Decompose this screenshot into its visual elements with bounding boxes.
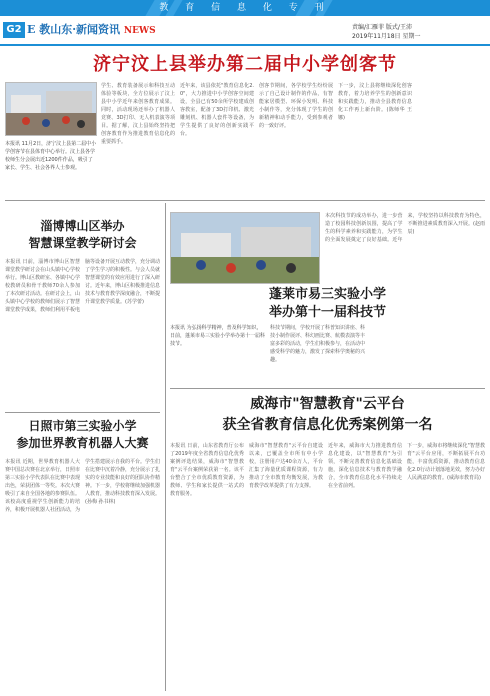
divider: [170, 388, 485, 389]
lead-col-5: 下一步，汶上县将继续深化创客教育，着力培养学生的创新意识和实践能力，推动全县教育信息化工作再上新台阶。(陈师华 王娜): [338, 83, 412, 121]
lead-photo: [5, 82, 97, 136]
lead-col-6: [417, 82, 485, 196]
header-rule: [0, 44, 490, 46]
paper-name-en: NEWS: [123, 26, 156, 36]
penglai-col-2: 科技节期间，学校开展了科普知识讲座、科技小制作展评、科幻画比赛、航模表演等丰富多彩的活动，学生们积极参与，在活动中感受科学的魅力，激发了探索科学奥秘的兴趣。: [270, 325, 365, 363]
rizhao-headline: 日照市第三实验小学 参加世界教育机器人大赛: [16, 419, 149, 450]
rizhao-body: 本报讯 近期，世界教育机器人大赛中国总决赛在北京举行，日照市第三实验小学代表队在比赛中表现出色，荣获团体一等奖。本次大赛吸引了来自全国各地的参赛队伍。该校高度重视学生创新能力的培养，积极开展机器人社团活动，为学生搭建展示自我的平台。学生们在比赛中沉着冷静，充分展示了扎实的专业技能和良好的团队协作精神。下一步，学校将继续加强机器人教育，推动科技教育深入发展。(孙梅 孙书林): [5, 459, 160, 513]
lead-col-4: 创客节期间，各学校学生纷纷展示了自己设计制作的作品，有智能家居模型、环保小发明、科技小制作等，充分体现了学生的创新精神和动手能力，受到参观者的一致好评。: [259, 83, 333, 129]
weihai-col-2: 威海市"智慧教育"云平台自建设以来，已覆盖全市所有中小学校，注册用户达40余万人，平台汇集了海量优质课程资源，有力推动了全市教育均衡发展，为教育教学改革提供了有力支撑。: [249, 443, 323, 489]
page-header: [0, 18, 490, 46]
weihai-col-4: 下一步，威海市将继续深化"智慧教育"云平台应用，不断拓展平台功能，丰富优质资源，推动教育信息化2.0行动计划落地见效，努力办好人民满意的教育。(威海市教育局): [407, 443, 485, 481]
section-banner: [0, 0, 490, 16]
divider: [5, 200, 485, 201]
divider: [5, 412, 160, 413]
penglai-headline: 蓬莱市易三实验小学 举办第十一届科技节: [268, 287, 386, 320]
date-line: 2019年11月18日 星期一: [352, 33, 421, 40]
divider: [165, 203, 166, 691]
editor-line: 责编/汇雁菲 版式/王沛: [352, 24, 412, 31]
lead-photo-caption: 本报讯 11月2日，济宁汶上县第二届中小学创客节在县体育中心举行。汶上县各学校师生分会展出近1200件作品，吸引了家长、学生、社会各界人士参观。: [5, 141, 97, 171]
lead-col-3: 近年来，该县依托"教育信息化2.0"，大力推进中小学创客空间建设，全县已有50余所学校建成创客教室，配备了3D打印机、激光雕刻机、机器人套件等设备，为学生提供了良好的创新实践平台。: [180, 83, 254, 137]
weihai-col-1: 本报讯 日前，山东省教育厅公布了2019年度全省教育信息化优秀案例评选结果，威海市"智慧教育"云平台案例荣获第一名。该平台整合了全市优质教育资源，为教师、学生和家长提供一站式的教育服务。: [170, 443, 244, 497]
zibo-headline: 淄博博山区举办 智慧课堂教学研讨会: [28, 219, 137, 250]
lead-col-2: 学生、教育装备展示和科技互动体验等板块，全方位展示了汶上县中小学近年来创客教育成果。同时，活动现场还举办了机器人竞赛、3D打印、无人机表演等项目。据了解，汶上县始终坚持把创客教育作为推进教育信息化的重要抓手。: [101, 83, 175, 145]
weihai-col-3: 近年来，威海市大力推进教育信息化建设，以"智慧教育"为引领，不断完善教育信息化基础设施，深化信息技术与教育教学融合，全市教育信息化水平持续走在全省前列。: [328, 443, 402, 489]
lead-headline: 济宁汶上县举办第二届中小学创客节: [93, 54, 397, 75]
paper-name: E 教山东·新闻资讯 NEWS: [27, 23, 156, 36]
penglai-photo: [170, 212, 320, 284]
zibo-body: 本报讯 日前，淄博市博山区智慧课堂教学研讨会在山头镇中心学校举行。博山区教研室、各镇中心学校教研员和骨干教师70余人参加了本次研讨活动。在研讨会上，山头镇中心学校的教师们展示了智慧课堂教学成果，教师们利用平板电脑等设备开展互动教学，充分调动了学生学习的积极性。与会人员就智慧课堂的有效应用进行了深入研讨。近年来，博山区积极推进信息技术与教育教学深度融合，不断提升课堂教学质量。(苏学蕾): [5, 259, 160, 313]
section-banner-title: 教 育 信 息 化 专 刊: [159, 3, 331, 13]
penglai-col-3: 本次科技节的成功举办，进一步营造了校园科技创新氛围，提高了学生的科学素养和实践能力，为学生的全面发展奠定了良好基础。近年来，学校坚持以科技教育为特色，不断推进素质教育深入开展。(赵雨辰): [325, 213, 485, 243]
page-number: G2: [3, 22, 25, 38]
weihai-headline: 威海市"智慧教育"云平台 获全省教育信息化优秀案例第一名: [222, 396, 433, 433]
penglai-photo-caption: 本报讯 为弘扬科学精神，普及科学知识，日前，蓬莱市易三实验小学举办第十一届科技节。: [170, 325, 265, 347]
